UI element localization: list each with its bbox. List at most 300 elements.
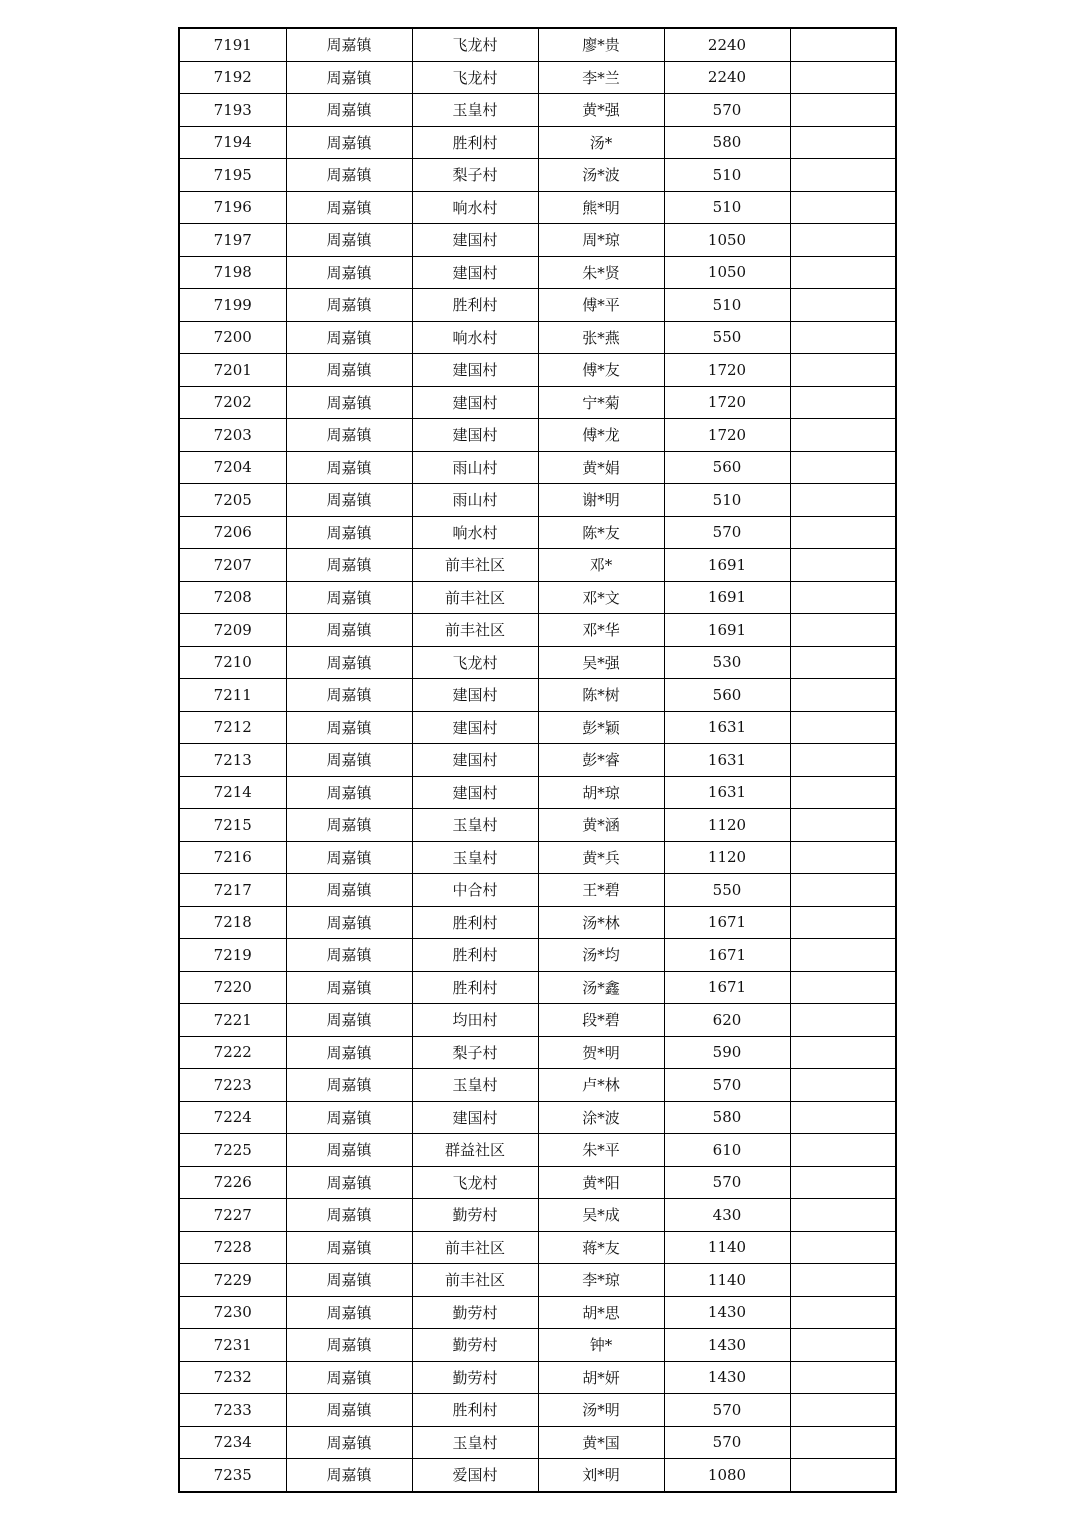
amount-cell: 580 (664, 126, 790, 159)
remark-cell (790, 939, 896, 972)
town-cell: 周嘉镇 (286, 1426, 412, 1459)
name-cell: 黄*国 (538, 1426, 664, 1459)
remark-cell (790, 516, 896, 549)
name-cell: 陈*树 (538, 679, 664, 712)
village-cell: 胜利村 (412, 906, 538, 939)
serial-number-cell: 7203 (179, 419, 286, 452)
serial-number-cell: 7220 (179, 971, 286, 1004)
remark-cell (790, 1199, 896, 1232)
name-cell: 陈*友 (538, 516, 664, 549)
village-cell: 建国村 (412, 1101, 538, 1134)
name-cell: 汤*波 (538, 159, 664, 192)
amount-cell: 1120 (664, 809, 790, 842)
amount-cell: 560 (664, 451, 790, 484)
name-cell: 傅*龙 (538, 419, 664, 452)
serial-number-cell: 7234 (179, 1426, 286, 1459)
name-cell: 贺*明 (538, 1036, 664, 1069)
remark-cell (790, 549, 896, 582)
village-cell: 建国村 (412, 776, 538, 809)
amount-cell: 1720 (664, 386, 790, 419)
table-row (179, 191, 896, 224)
amount-cell: 550 (664, 874, 790, 907)
town-cell: 周嘉镇 (286, 126, 412, 159)
remark-cell (790, 841, 896, 874)
table-row (179, 711, 896, 744)
remark-cell (790, 1134, 896, 1167)
town-cell: 周嘉镇 (286, 744, 412, 777)
table-row (179, 581, 896, 614)
amount-cell: 550 (664, 321, 790, 354)
serial-number-cell: 7216 (179, 841, 286, 874)
amount-cell: 570 (664, 94, 790, 127)
name-cell: 朱*贤 (538, 256, 664, 289)
name-cell: 段*碧 (538, 1004, 664, 1037)
table-row (179, 549, 896, 582)
village-cell: 玉皇村 (412, 1069, 538, 1102)
amount-cell: 1691 (664, 581, 790, 614)
serial-number-cell: 7194 (179, 126, 286, 159)
remark-cell (790, 191, 896, 224)
table-row (179, 94, 896, 127)
town-cell: 周嘉镇 (286, 419, 412, 452)
amount-cell: 1720 (664, 419, 790, 452)
remark-cell (790, 256, 896, 289)
name-cell: 彭*睿 (538, 744, 664, 777)
village-cell: 群益社区 (412, 1134, 538, 1167)
table-row (179, 354, 896, 387)
serial-number-cell: 7219 (179, 939, 286, 972)
village-cell: 胜利村 (412, 1394, 538, 1427)
serial-number-cell: 7212 (179, 711, 286, 744)
village-cell: 响水村 (412, 191, 538, 224)
table-row (179, 224, 896, 257)
town-cell: 周嘉镇 (286, 28, 412, 61)
table-row (179, 1296, 896, 1329)
amount-cell: 1050 (664, 256, 790, 289)
remark-cell (790, 1296, 896, 1329)
serial-number-cell: 7195 (179, 159, 286, 192)
table-row (179, 126, 896, 159)
table-row (179, 1459, 896, 1492)
amount-cell: 510 (664, 484, 790, 517)
name-cell: 朱*平 (538, 1134, 664, 1167)
name-cell: 胡*琼 (538, 776, 664, 809)
village-cell: 前丰社区 (412, 1264, 538, 1297)
amount-cell: 1050 (664, 224, 790, 257)
serial-number-cell: 7192 (179, 61, 286, 94)
table-row (179, 614, 896, 647)
serial-number-cell: 7208 (179, 581, 286, 614)
name-cell: 周*琼 (538, 224, 664, 257)
amount-cell: 2240 (664, 61, 790, 94)
village-cell: 前丰社区 (412, 549, 538, 582)
amount-cell: 570 (664, 1426, 790, 1459)
name-cell: 胡*思 (538, 1296, 664, 1329)
town-cell: 周嘉镇 (286, 191, 412, 224)
remark-cell (790, 321, 896, 354)
table-row (179, 419, 896, 452)
town-cell: 周嘉镇 (286, 1199, 412, 1232)
village-cell: 前丰社区 (412, 614, 538, 647)
town-cell: 周嘉镇 (286, 841, 412, 874)
name-cell: 邓*文 (538, 581, 664, 614)
table-row (179, 1394, 896, 1427)
name-cell: 黄*强 (538, 94, 664, 127)
village-cell: 勤劳村 (412, 1199, 538, 1232)
table-row (179, 1166, 896, 1199)
table-row (179, 1134, 896, 1167)
name-cell: 吴*强 (538, 646, 664, 679)
serial-number-cell: 7228 (179, 1231, 286, 1264)
amount-cell: 610 (664, 1134, 790, 1167)
amount-cell: 1140 (664, 1264, 790, 1297)
village-cell: 建国村 (412, 386, 538, 419)
serial-number-cell: 7210 (179, 646, 286, 679)
town-cell: 周嘉镇 (286, 809, 412, 842)
village-cell: 飞龙村 (412, 646, 538, 679)
amount-cell: 530 (664, 646, 790, 679)
town-cell: 周嘉镇 (286, 776, 412, 809)
village-cell: 建国村 (412, 419, 538, 452)
town-cell: 周嘉镇 (286, 224, 412, 257)
amount-cell: 570 (664, 1069, 790, 1102)
serial-number-cell: 7217 (179, 874, 286, 907)
name-cell: 汤*鑫 (538, 971, 664, 1004)
name-cell: 王*碧 (538, 874, 664, 907)
town-cell: 周嘉镇 (286, 1264, 412, 1297)
remark-cell (790, 224, 896, 257)
remark-cell (790, 1231, 896, 1264)
name-cell: 熊*明 (538, 191, 664, 224)
amount-cell: 1120 (664, 841, 790, 874)
table-row (179, 1069, 896, 1102)
serial-number-cell: 7229 (179, 1264, 286, 1297)
remark-cell (790, 419, 896, 452)
town-cell: 周嘉镇 (286, 1134, 412, 1167)
amount-cell: 1140 (664, 1231, 790, 1264)
amount-cell: 1631 (664, 744, 790, 777)
table-row (179, 1199, 896, 1232)
serial-number-cell: 7206 (179, 516, 286, 549)
remark-cell (790, 94, 896, 127)
remark-cell (790, 289, 896, 322)
remark-cell (790, 776, 896, 809)
serial-number-cell: 7205 (179, 484, 286, 517)
name-cell: 汤* (538, 126, 664, 159)
village-cell: 胜利村 (412, 939, 538, 972)
village-cell: 中合村 (412, 874, 538, 907)
serial-number-cell: 7214 (179, 776, 286, 809)
town-cell: 周嘉镇 (286, 549, 412, 582)
amount-cell: 1671 (664, 939, 790, 972)
remark-cell (790, 906, 896, 939)
name-cell: 卢*林 (538, 1069, 664, 1102)
records-table-body (179, 28, 896, 1492)
serial-number-cell: 7213 (179, 744, 286, 777)
name-cell: 张*燕 (538, 321, 664, 354)
remark-cell (790, 809, 896, 842)
town-cell: 周嘉镇 (286, 386, 412, 419)
remark-cell (790, 744, 896, 777)
remark-cell (790, 581, 896, 614)
serial-number-cell: 7193 (179, 94, 286, 127)
amount-cell: 570 (664, 1394, 790, 1427)
name-cell: 傅*友 (538, 354, 664, 387)
town-cell: 周嘉镇 (286, 1459, 412, 1492)
name-cell: 钟* (538, 1329, 664, 1362)
serial-number-cell: 7204 (179, 451, 286, 484)
table-row (179, 1329, 896, 1362)
remark-cell (790, 354, 896, 387)
serial-number-cell: 7227 (179, 1199, 286, 1232)
table-row (179, 484, 896, 517)
amount-cell: 510 (664, 191, 790, 224)
village-cell: 玉皇村 (412, 841, 538, 874)
serial-number-cell: 7233 (179, 1394, 286, 1427)
name-cell: 胡*妍 (538, 1361, 664, 1394)
serial-number-cell: 7230 (179, 1296, 286, 1329)
amount-cell: 510 (664, 289, 790, 322)
table-row (179, 776, 896, 809)
amount-cell: 1430 (664, 1361, 790, 1394)
table-row (179, 874, 896, 907)
town-cell: 周嘉镇 (286, 256, 412, 289)
remark-cell (790, 451, 896, 484)
table-row (179, 159, 896, 192)
remark-cell (790, 61, 896, 94)
town-cell: 周嘉镇 (286, 646, 412, 679)
name-cell: 吴*成 (538, 1199, 664, 1232)
remark-cell (790, 874, 896, 907)
name-cell: 邓* (538, 549, 664, 582)
amount-cell: 1430 (664, 1329, 790, 1362)
town-cell: 周嘉镇 (286, 1296, 412, 1329)
name-cell: 黄*阳 (538, 1166, 664, 1199)
table-row (179, 451, 896, 484)
name-cell: 廖*贵 (538, 28, 664, 61)
amount-cell: 1671 (664, 906, 790, 939)
remark-cell (790, 711, 896, 744)
name-cell: 汤*林 (538, 906, 664, 939)
village-cell: 玉皇村 (412, 1426, 538, 1459)
name-cell: 宁*菊 (538, 386, 664, 419)
town-cell: 周嘉镇 (286, 354, 412, 387)
amount-cell: 1430 (664, 1296, 790, 1329)
serial-number-cell: 7202 (179, 386, 286, 419)
town-cell: 周嘉镇 (286, 1069, 412, 1102)
name-cell: 蒋*友 (538, 1231, 664, 1264)
village-cell: 建国村 (412, 354, 538, 387)
town-cell: 周嘉镇 (286, 679, 412, 712)
village-cell: 雨山村 (412, 451, 538, 484)
amount-cell: 430 (664, 1199, 790, 1232)
table-row (179, 1101, 896, 1134)
remark-cell (790, 1101, 896, 1134)
town-cell: 周嘉镇 (286, 581, 412, 614)
village-cell: 均田村 (412, 1004, 538, 1037)
name-cell: 汤*均 (538, 939, 664, 972)
town-cell: 周嘉镇 (286, 1166, 412, 1199)
serial-number-cell: 7224 (179, 1101, 286, 1134)
village-cell: 建国村 (412, 679, 538, 712)
town-cell: 周嘉镇 (286, 484, 412, 517)
town-cell: 周嘉镇 (286, 289, 412, 322)
remark-cell (790, 1036, 896, 1069)
remark-cell (790, 1394, 896, 1427)
village-cell: 飞龙村 (412, 61, 538, 94)
town-cell: 周嘉镇 (286, 1361, 412, 1394)
table-row (179, 321, 896, 354)
village-cell: 勤劳村 (412, 1296, 538, 1329)
name-cell: 黄*娟 (538, 451, 664, 484)
town-cell: 周嘉镇 (286, 516, 412, 549)
village-cell: 飞龙村 (412, 1166, 538, 1199)
village-cell: 爱国村 (412, 1459, 538, 1492)
remark-cell (790, 679, 896, 712)
town-cell: 周嘉镇 (286, 711, 412, 744)
amount-cell: 1671 (664, 971, 790, 1004)
village-cell: 梨子村 (412, 1036, 538, 1069)
remark-cell (790, 1329, 896, 1362)
village-cell: 建国村 (412, 711, 538, 744)
serial-number-cell: 7225 (179, 1134, 286, 1167)
name-cell: 李*琼 (538, 1264, 664, 1297)
town-cell: 周嘉镇 (286, 159, 412, 192)
serial-number-cell: 7201 (179, 354, 286, 387)
name-cell: 黄*兵 (538, 841, 664, 874)
remark-cell (790, 159, 896, 192)
table-row (179, 1264, 896, 1297)
amount-cell: 2240 (664, 28, 790, 61)
town-cell: 周嘉镇 (286, 451, 412, 484)
amount-cell: 1631 (664, 711, 790, 744)
remark-cell (790, 28, 896, 61)
amount-cell: 1720 (664, 354, 790, 387)
serial-number-cell: 7231 (179, 1329, 286, 1362)
serial-number-cell: 7191 (179, 28, 286, 61)
table-row (179, 1231, 896, 1264)
name-cell: 傅*平 (538, 289, 664, 322)
serial-number-cell: 7223 (179, 1069, 286, 1102)
table-row (179, 744, 896, 777)
serial-number-cell: 7198 (179, 256, 286, 289)
name-cell: 涂*波 (538, 1101, 664, 1134)
name-cell: 李*兰 (538, 61, 664, 94)
village-cell: 前丰社区 (412, 1231, 538, 1264)
serial-number-cell: 7226 (179, 1166, 286, 1199)
amount-cell: 1691 (664, 549, 790, 582)
remark-cell (790, 1426, 896, 1459)
amount-cell: 580 (664, 1101, 790, 1134)
town-cell: 周嘉镇 (286, 1329, 412, 1362)
table-row (179, 841, 896, 874)
town-cell: 周嘉镇 (286, 971, 412, 1004)
name-cell: 刘*明 (538, 1459, 664, 1492)
village-cell: 建国村 (412, 224, 538, 257)
town-cell: 周嘉镇 (286, 1231, 412, 1264)
village-cell: 玉皇村 (412, 94, 538, 127)
name-cell: 彭*颖 (538, 711, 664, 744)
serial-number-cell: 7232 (179, 1361, 286, 1394)
village-cell: 响水村 (412, 516, 538, 549)
town-cell: 周嘉镇 (286, 1004, 412, 1037)
remark-cell (790, 126, 896, 159)
town-cell: 周嘉镇 (286, 1101, 412, 1134)
remark-cell (790, 614, 896, 647)
village-cell: 勤劳村 (412, 1329, 538, 1362)
village-cell: 前丰社区 (412, 581, 538, 614)
amount-cell: 1631 (664, 776, 790, 809)
remark-cell (790, 484, 896, 517)
serial-number-cell: 7199 (179, 289, 286, 322)
serial-number-cell: 7211 (179, 679, 286, 712)
town-cell: 周嘉镇 (286, 94, 412, 127)
remark-cell (790, 971, 896, 1004)
table-row (179, 1361, 896, 1394)
amount-cell: 570 (664, 1166, 790, 1199)
table-row (179, 516, 896, 549)
table-row (179, 1426, 896, 1459)
village-cell: 建国村 (412, 256, 538, 289)
serial-number-cell: 7222 (179, 1036, 286, 1069)
remark-cell (790, 1069, 896, 1102)
table-row (179, 971, 896, 1004)
village-cell: 建国村 (412, 744, 538, 777)
name-cell: 谢*明 (538, 484, 664, 517)
table-row (179, 939, 896, 972)
table-row (179, 61, 896, 94)
table-row (179, 386, 896, 419)
village-cell: 胜利村 (412, 289, 538, 322)
town-cell: 周嘉镇 (286, 614, 412, 647)
serial-number-cell: 7207 (179, 549, 286, 582)
remark-cell (790, 1166, 896, 1199)
village-cell: 胜利村 (412, 971, 538, 1004)
village-cell: 响水村 (412, 321, 538, 354)
town-cell: 周嘉镇 (286, 906, 412, 939)
table-row (179, 679, 896, 712)
remark-cell (790, 646, 896, 679)
amount-cell: 620 (664, 1004, 790, 1037)
town-cell: 周嘉镇 (286, 939, 412, 972)
table-row (179, 906, 896, 939)
amount-cell: 1691 (664, 614, 790, 647)
village-cell: 胜利村 (412, 126, 538, 159)
remark-cell (790, 1264, 896, 1297)
table-row (179, 1004, 896, 1037)
village-cell: 梨子村 (412, 159, 538, 192)
town-cell: 周嘉镇 (286, 1394, 412, 1427)
serial-number-cell: 7197 (179, 224, 286, 257)
name-cell: 黄*涵 (538, 809, 664, 842)
amount-cell: 1080 (664, 1459, 790, 1492)
serial-number-cell: 7209 (179, 614, 286, 647)
remark-cell (790, 386, 896, 419)
amount-cell: 560 (664, 679, 790, 712)
town-cell: 周嘉镇 (286, 61, 412, 94)
table-row (179, 646, 896, 679)
remark-cell (790, 1004, 896, 1037)
serial-number-cell: 7218 (179, 906, 286, 939)
serial-number-cell: 7235 (179, 1459, 286, 1492)
amount-cell: 570 (664, 516, 790, 549)
amount-cell: 590 (664, 1036, 790, 1069)
village-cell: 雨山村 (412, 484, 538, 517)
town-cell: 周嘉镇 (286, 874, 412, 907)
remark-cell (790, 1459, 896, 1492)
table-row (179, 1036, 896, 1069)
village-cell: 玉皇村 (412, 809, 538, 842)
